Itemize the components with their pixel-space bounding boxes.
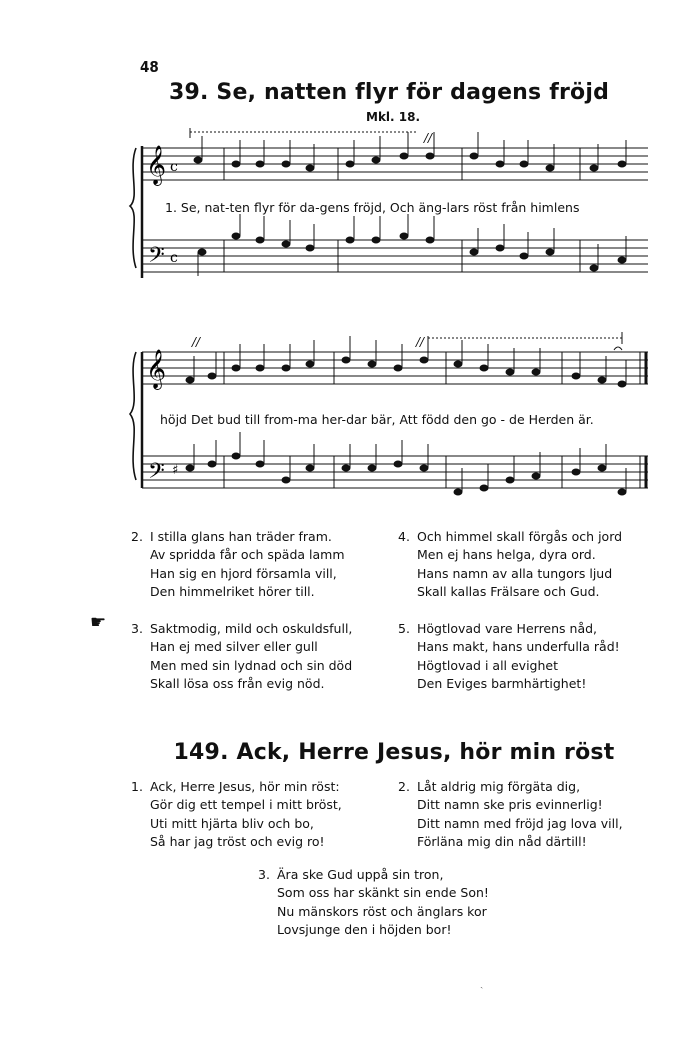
svg-text://: // <box>416 335 425 349</box>
hymn-149-verse-3: 3. Ära ske Gud uppå sin tron, Som oss har skänkt sin ende Son! Nu mänskors röst och änglars kor Lovsjunge den i höjden bor! <box>258 867 489 938</box>
svg-text:c: c <box>170 159 178 175</box>
svg-text:♯: ♯ <box>172 463 179 478</box>
hymn-39-verse-5: 5. Högtlovad vare Herrens nåd, Hans makt, hans underfulla råd! Högtlovad i all evighet Den Eviges barmhärtighet! <box>398 621 620 692</box>
pointing-hand-icon: ☛ <box>90 612 107 633</box>
lyrics-line-2: höjd Det bud till from-ma her-dar bär, Att född den go - de Herden är. <box>160 412 594 427</box>
tune-reference: Mkl. 18. <box>366 110 421 124</box>
hymn-149-verse-2: 2. Låt aldrig mig förgäta dig, Ditt namn ske pris evinnerlig! Ditt namn med fröjd jag lova vill, Förläna mig din nåd därtill! <box>398 779 623 850</box>
hymn-39-verse-2: 2. I stilla glans han träder fram. Av spridda får och späda lamm Han sig en hjord församla vill, Den himmelriket hörer till. <box>131 529 345 600</box>
svg-text:𝄢: 𝄢 <box>148 459 165 489</box>
svg-text:𝄞: 𝄞 <box>146 349 167 389</box>
hymn-39-verse-4: 4. Och himmel skall förgås och jord Men ej hans helga, dyra ord. Hans namn av alla tungors ljud Skall kallas Frälsare och Gud. <box>398 529 623 600</box>
hymn-149-verse-1: 1. Ack, Herre Jesus, hör min röst: Gör dig ett tempel i mitt bröst, Uti mitt hjärta bliv och bo, Så har jag tröst och evig ro! <box>131 779 342 850</box>
stray-mark: ˏ <box>480 978 484 989</box>
hymn-39-verse-3: 3. Saktmodig, mild och oskuldsfull, Han ej med silver eller gull Men med sin lydnad och sin död Skall lösa oss från evig nöd. <box>131 621 353 692</box>
lyrics-line-1: 1. Se, nat-ten flyr för da-gens fröjd, Och äng-lars röst från himlens <box>165 200 580 215</box>
page-number: 48 <box>140 58 159 76</box>
svg-text://: // <box>424 131 433 145</box>
hymn-149-title: 149. Ack, Herre Jesus, hör min röst <box>173 740 615 765</box>
svg-text:𝄞: 𝄞 <box>146 145 167 185</box>
svg-text://: // <box>192 335 201 349</box>
svg-text:c: c <box>170 250 178 266</box>
hymn-39-title: 39. Se, natten flyr för dagens fröjd <box>168 80 610 105</box>
svg-text:𝄢: 𝄢 <box>148 243 165 273</box>
